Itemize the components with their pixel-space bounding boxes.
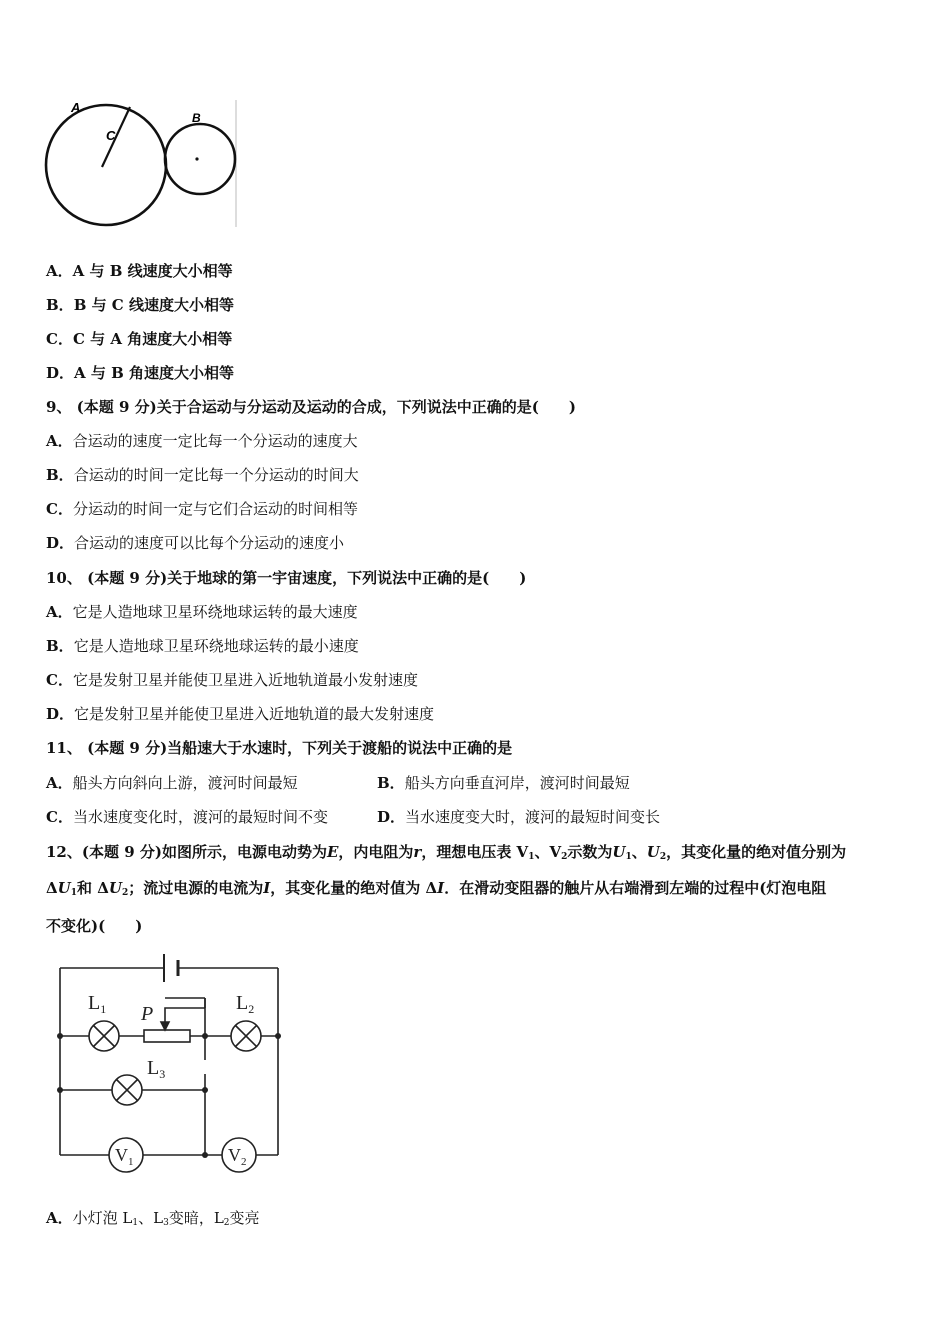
- label-l3: $L_3$: [147, 1057, 166, 1081]
- gear-circles-figure: [40, 95, 240, 230]
- label-a: A: [71, 100, 81, 115]
- q9-option-d: D．合运动的速度可以比每个分运动的速度小: [46, 534, 345, 552]
- q9-option-a: A．合运动的速度一定比每一个分运动的速度大: [46, 432, 358, 450]
- q10-option-a: A．它是人造地球卫星环绕地球运转的最大速度: [46, 603, 358, 621]
- label-v1: $V_1$: [115, 1145, 134, 1168]
- q11-option-c: C．当水速度变化时，渡河的最短时间不变: [46, 808, 328, 826]
- q8-option-c: C．C 与 A 角速度大小相等: [46, 330, 233, 348]
- q8-option-a: A．A 与 B 线速度大小相等: [46, 262, 233, 280]
- q10-option-c: C．它是发射卫星并能使卫星进入近地轨道最小发射速度: [46, 671, 418, 689]
- q9-option-b: B．合运动的时间一定比每一个分运动的时间大: [46, 466, 359, 484]
- q9-option-c: C．分运动的时间一定与它们合运动的时间相等: [46, 500, 358, 518]
- q12-stem-line2: $\Delta U_1$和 $\Delta U_2$；流过电源的电流为I，其变化量的绝对值为 ΔI．在滑动变阻器的触片从右端滑到左端的过程中(灯泡电阻: [46, 879, 827, 898]
- rheostat: [144, 1030, 190, 1042]
- circle-b: [165, 124, 235, 194]
- q9-stem: 9、 (本题 9 分)关于合运动与分运动及运动的合成，下列说法中正确的是( ): [46, 398, 576, 416]
- rheostat-slider: [165, 1008, 205, 1028]
- q12-option-a: A．小灯泡 $L_1$、$L_3$变暗，$L_2$变亮: [46, 1209, 260, 1228]
- q11-option-d: D．当水速度变大时，渡河的最短时间变长: [377, 808, 661, 826]
- label-v2: $V_2$: [228, 1145, 247, 1168]
- q11-stem: 11、 (本题 9 分)当船速大于水速时，下列关于渡船的说法中正确的是: [46, 739, 513, 757]
- q10-option-b: B．它是人造地球卫星环绕地球运转的最小速度: [46, 637, 359, 655]
- q12-stem-line3: 不变化)( ): [46, 917, 143, 935]
- circle-a: [46, 105, 166, 225]
- label-p: P: [141, 1003, 154, 1025]
- q11-option-a: A．船头方向斜向上游，渡河时间最短: [46, 774, 298, 792]
- lamp-l1: [89, 1021, 119, 1051]
- q8-option-d: D．A 与 B 角速度大小相等: [46, 364, 234, 382]
- q10-stem: 10、 (本题 9 分)关于地球的第一宇宙速度，下列说法中正确的是( ): [46, 569, 527, 587]
- q12-stem-line1: 12、(本题 9 分)如图所示，电源电动势为E，内电阻为r，理想电压表 $V_1$、$V_2$示数为$U_1$、$U_2$，其变化量的绝对值分别为: [46, 843, 847, 862]
- circuit-diagram: [46, 948, 286, 1178]
- label-b: B: [192, 111, 201, 125]
- label-l2: $L_2$: [236, 992, 255, 1016]
- q11-option-b: B．船头方向垂直河岸，渡河时间最短: [377, 774, 630, 792]
- q10-option-d: D．它是发射卫星并能使卫星进入近地轨道的最大发射速度: [46, 705, 435, 723]
- label-l1: $L_1$: [88, 992, 107, 1016]
- lamp-l3: [112, 1075, 142, 1105]
- lamp-l2: [231, 1021, 261, 1051]
- q8-option-b: B．B 与 C 线速度大小相等: [46, 296, 234, 314]
- label-c: C: [106, 128, 116, 143]
